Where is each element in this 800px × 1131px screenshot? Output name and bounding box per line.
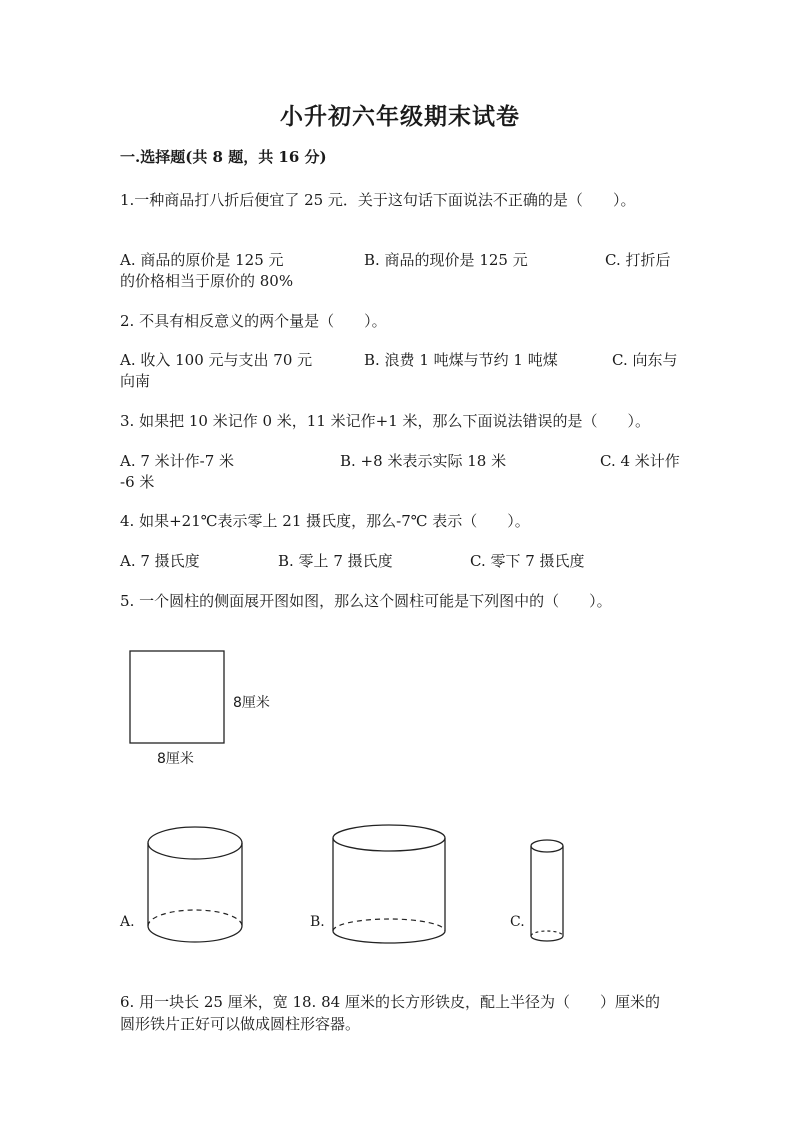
section-heading: 一.选择题(共 8 题，共 16 分) [120, 148, 327, 166]
question-1-stem: 1.一种商品打八折后便宜了 25 元．关于这句话下面说法不正确的是（ ）。 [120, 191, 636, 209]
question-2-option-a: A. 收入 100 元与支出 70 元 [120, 351, 313, 369]
question-3-option-c: C. 4 米计作 [600, 452, 680, 470]
question-1-option-a: A. 商品的原价是 125 元 [120, 251, 284, 269]
cylinder-a [148, 827, 242, 942]
question-2-option-c: C. 向东与 [612, 351, 678, 369]
question-2-option-c-wrap: 向南 [120, 372, 151, 390]
question-2-option-b: B. 浪费 1 吨煤与节约 1 吨煤 [364, 351, 558, 369]
question-6-stem: 6. 用一块长 25 厘米，宽 18. 84 厘米的长方形铁皮，配上半径为（ ）厘米的 [120, 993, 660, 1011]
question-1-option-b: B. 商品的现价是 125 元 [364, 251, 528, 269]
net-bottom-label: 8厘米 [157, 751, 194, 767]
question-3-option-b: B. +8 米表示实际 18 米 [340, 452, 507, 470]
cylinder-c [531, 840, 563, 941]
cylinder-b-label: B. [310, 914, 325, 930]
question-4-stem: 4. 如果+21℃表示零上 21 摄氏度，那么-7℃ 表示（ ）。 [120, 512, 530, 530]
cylinder-b [333, 825, 445, 943]
question-1-option-c-wrap: 的价格相当于原价的 80% [120, 272, 294, 290]
page-title: 小升初六年级期末试卷 [280, 103, 520, 130]
question-6-stem-wrap: 圆形铁片正好可以做成圆柱形容器。 [120, 1015, 361, 1033]
question-5-stem: 5. 一个圆柱的侧面展开图如图，那么这个圆柱可能是下列图中的（ ）。 [120, 592, 612, 610]
question-4-option-a: A. 7 摄氏度 [120, 552, 200, 570]
question-1-option-c: C. 打折后 [605, 251, 671, 269]
net-side-label: 8厘米 [233, 695, 270, 711]
question-3-stem: 3. 如果把 10 米记作 0 米，11 米记作+1 米，那么下面说法错误的是（ ）。 [120, 412, 651, 430]
question-4-option-b: B. 零上 7 摄氏度 [278, 552, 393, 570]
net-square [130, 651, 224, 743]
question-3-option-c-wrap: -6 米 [120, 473, 155, 491]
question-3-option-a: A. 7 米计作-7 米 [120, 452, 235, 470]
cylinder-c-label: C. [510, 914, 525, 930]
cylinder-a-label: A. [120, 914, 135, 930]
question-2-stem: 2. 不具有相反意义的两个量是（ ）。 [120, 312, 387, 330]
question-4-option-c: C. 零下 7 摄氏度 [470, 552, 585, 570]
